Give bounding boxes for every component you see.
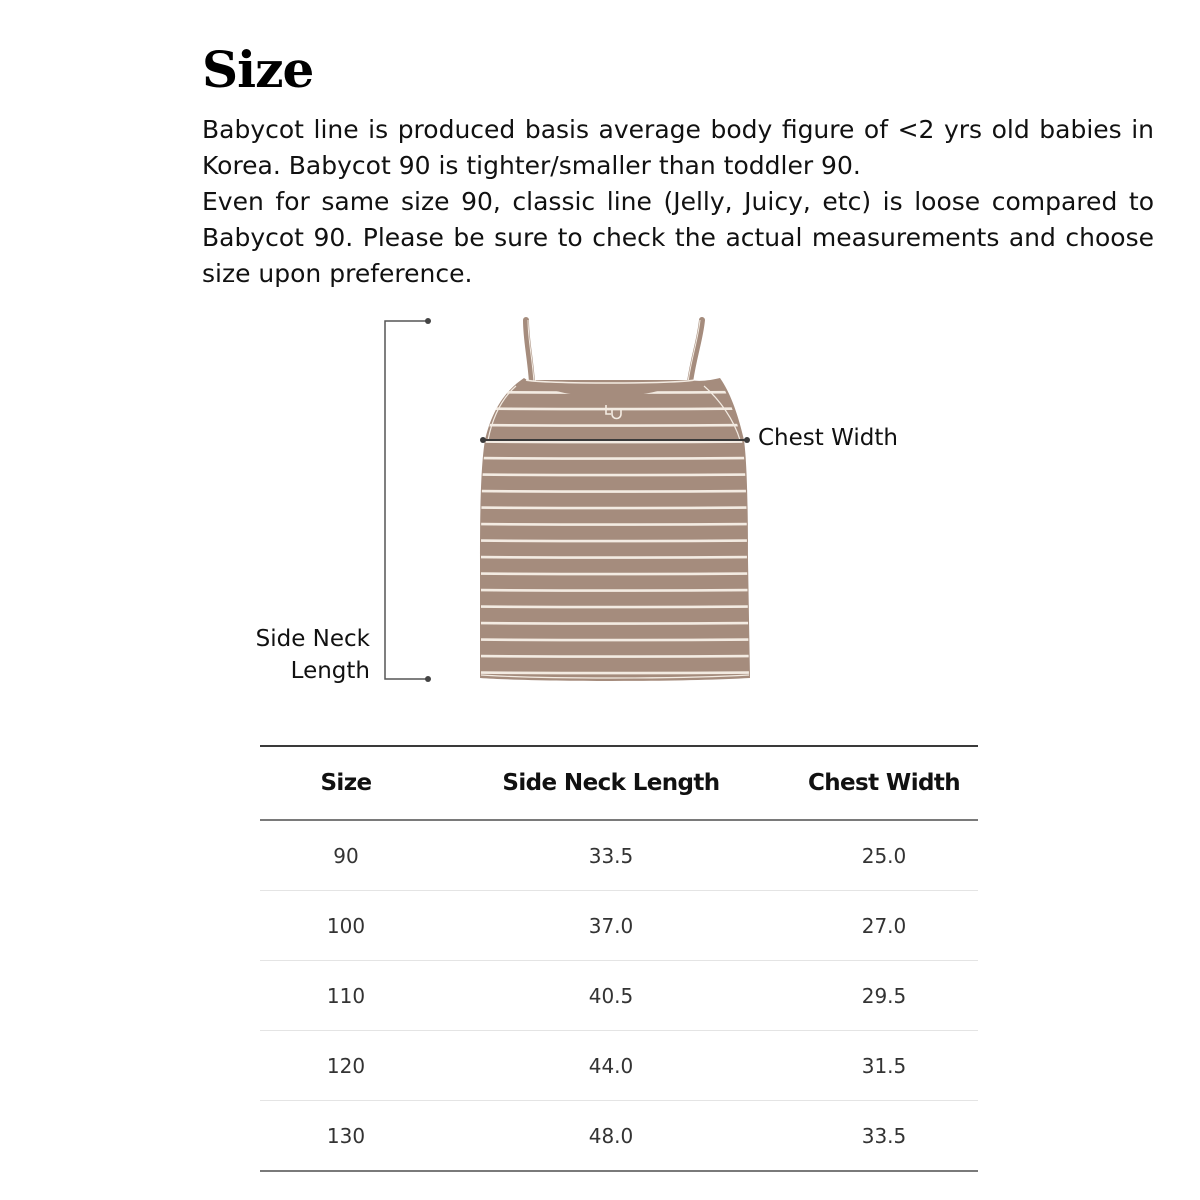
cell-size: 130: [260, 1101, 432, 1172]
cell-chest-width: 33.5: [790, 1101, 978, 1172]
table-row: [260, 820, 978, 891]
stripe: [470, 425, 760, 426]
stripe: [470, 640, 760, 641]
table-row: [260, 1031, 978, 1101]
cell-size: 110: [260, 961, 432, 1031]
cell-side-neck-length: 40.5: [432, 961, 790, 1031]
header-chest-width: Chest Width: [790, 746, 978, 820]
stripe: [470, 557, 760, 558]
strap-right: [688, 320, 702, 382]
stripe: [470, 607, 760, 608]
header-size: Size: [260, 746, 432, 820]
cell-side-neck-length: 37.0: [432, 891, 790, 961]
chest-width-label: Chest Width: [758, 425, 898, 451]
header-side-neck-length: Side Neck Length: [432, 746, 790, 820]
stripe: [470, 475, 760, 476]
cell-chest-width: 25.0: [790, 820, 978, 891]
description-paragraph-1: Babycot line is produced basis average body figure of <2 yrs old babies in Korea. Babycot 90 is tighter/smaller than toddler 90.: [202, 115, 1154, 180]
stripe: [470, 590, 760, 591]
stripe: [470, 491, 760, 492]
side-neck-length-label-line1: Side Neck: [255, 626, 370, 652]
cell-side-neck-length: 48.0: [432, 1101, 790, 1172]
table-row: [260, 961, 978, 1031]
cell-size: 100: [260, 891, 432, 961]
stripe: [470, 409, 760, 410]
table-row: [260, 891, 978, 961]
stripe: [470, 541, 760, 542]
side-neck-length-label-line2: Length: [290, 658, 370, 684]
cell-side-neck-length: 44.0: [432, 1031, 790, 1101]
cell-chest-width: 31.5: [790, 1031, 978, 1101]
cell-size: 120: [260, 1031, 432, 1101]
page-title: Size: [202, 40, 314, 99]
cell-chest-width: 29.5: [790, 961, 978, 1031]
table-header-row: [260, 746, 978, 820]
stripe: [470, 623, 760, 624]
stripe: [470, 524, 760, 525]
stripe: [470, 508, 760, 509]
side-neck-length-label: [256, 623, 370, 687]
stripe: [470, 458, 760, 459]
table-row: [260, 1101, 978, 1172]
stripe: [470, 442, 760, 443]
cell-side-neck-length: 33.5: [432, 820, 790, 891]
stripe: [470, 574, 760, 575]
cell-chest-width: 27.0: [790, 891, 978, 961]
description-paragraph-2: Even for same size 90, classic line (Jelly, Juicy, etc) is loose compared to Babycot 90. Please be sure to check the actual measurements and choose size upon preference.: [202, 187, 1154, 288]
cell-size: 90: [260, 820, 432, 891]
stripe: [470, 673, 760, 674]
side-neck-length-bracket: [385, 318, 431, 682]
strap-left: [526, 320, 534, 382]
tank-top-body: [470, 378, 760, 681]
stripe: [470, 656, 760, 657]
size-chart-table: [260, 745, 978, 1172]
